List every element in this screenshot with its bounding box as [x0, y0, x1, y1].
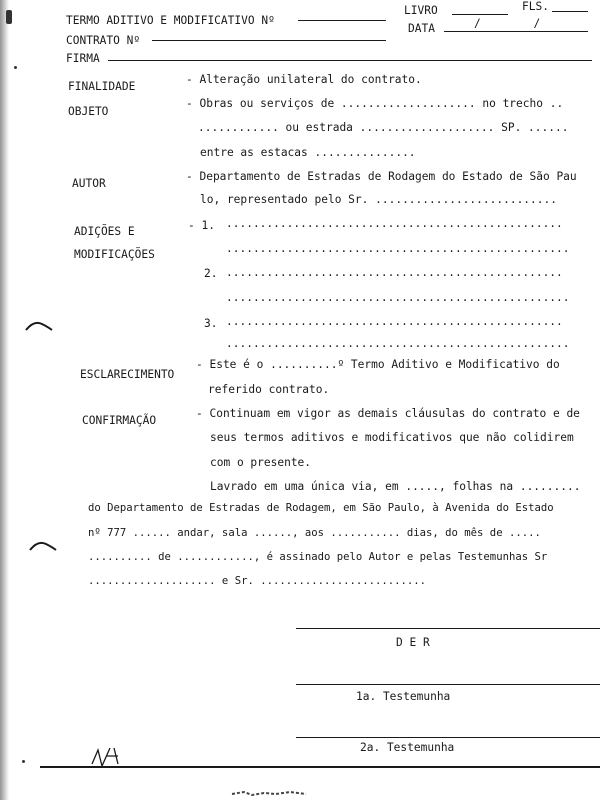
scan-mark — [6, 10, 12, 24]
witness2-signature-line — [296, 737, 600, 738]
adicao-item-line: .................................................. — [226, 266, 563, 279]
pen-mark — [24, 318, 54, 334]
contrato-label: CONTRATO Nº — [66, 34, 141, 47]
der-label: D E R — [396, 636, 430, 649]
adicao-item-line: .................................................. — [226, 217, 563, 230]
objeto-line3: entre as estacas ............... — [200, 146, 416, 159]
der-signature-line — [296, 628, 600, 629]
livro-label: LIVRO — [404, 4, 438, 17]
objeto-label: OBJETO — [68, 105, 109, 118]
finalidade-label: FINALIDADE — [68, 80, 136, 93]
witness1-label: 1a. Testemunha — [356, 690, 451, 703]
objeto-line1: - Obras ou serviços de .................... no trecho .. — [186, 97, 564, 110]
data-separators: / / — [474, 17, 541, 30]
scan-mark — [22, 760, 25, 763]
contrato-blank — [152, 40, 386, 41]
closing-line: do Departamento de Estradas de Rodagem, em São Paulo, à Avenida do Estado — [88, 502, 554, 514]
title-number-blank — [298, 20, 386, 21]
adicoes-label: ADIÇÕES E — [74, 225, 135, 238]
firma-blank — [108, 60, 592, 61]
fls-blank — [552, 11, 588, 12]
autor-line1: - Departamento de Estradas de Rodagem do Estado de São Pau — [186, 170, 577, 183]
closing-line: Lavrado em uma única via, em ....., folhas na ......... — [210, 480, 581, 493]
closing-line: .................... e Sr. .......................... — [88, 575, 427, 587]
adicao-item-line: ................................................... — [226, 242, 570, 255]
fls-label: FLS. — [522, 0, 549, 13]
esclarecimento-line1: - Este é o ..........º Termo Aditivo e Modificativo do — [196, 358, 560, 371]
autor-label: AUTOR — [72, 177, 106, 190]
firma-label: FIRMA — [66, 52, 100, 65]
witness1-signature-line — [296, 684, 600, 685]
adicao-item-number: 3. — [204, 317, 218, 330]
finalidade-text: - Alteração unilateral do contrato. — [186, 73, 422, 86]
esclarecimento-label: ESCLARECIMENTO — [80, 368, 175, 381]
pen-mark — [28, 538, 58, 554]
adicao-item-number: - 1. — [188, 219, 215, 232]
adicao-item-number: 2. — [204, 267, 218, 280]
modificacoes-label: MODIFICAÇÕES — [74, 248, 155, 261]
witness2-label: 2a. Testemunha — [360, 741, 455, 754]
confirmacao-line1: - Continuam em vigor as demais cláusulas do contrato e de — [196, 407, 580, 420]
confirmacao-label: CONFIRMAÇÃO — [82, 414, 157, 427]
scan-shadow — [0, 0, 9, 800]
closing-line: .......... de ............, é assinado pelo Autor e pelas Testemunhas Sr — [88, 551, 548, 563]
closing-line: nº 777 ...... andar, sala ......, aos ........... dias, do mês de ..... — [88, 527, 541, 539]
adicao-item-line: .................................................. — [226, 315, 563, 328]
document-title: TERMO ADITIVO E MODIFICATIVO Nº — [66, 14, 275, 27]
data-blank — [444, 31, 588, 32]
confirmacao-line2: seus termos aditivos e modificativos que não colidirem — [210, 431, 574, 444]
livro-blank — [452, 14, 508, 15]
scan-smudge — [230, 788, 310, 798]
scribble-mark — [88, 744, 128, 768]
autor-line2: lo, representado pelo Sr. ........................... — [200, 193, 557, 206]
adicao-item-line: ................................................... — [226, 337, 570, 350]
scan-mark — [14, 66, 17, 69]
confirmacao-line3: com o presente. — [210, 456, 312, 469]
objeto-line2: ............ ou estrada .................... SP. ...... — [198, 121, 569, 134]
adicao-item-line: ................................................... — [226, 291, 570, 304]
data-label: DATA — [408, 22, 435, 35]
esclarecimento-line2: referido contrato. — [208, 383, 330, 396]
